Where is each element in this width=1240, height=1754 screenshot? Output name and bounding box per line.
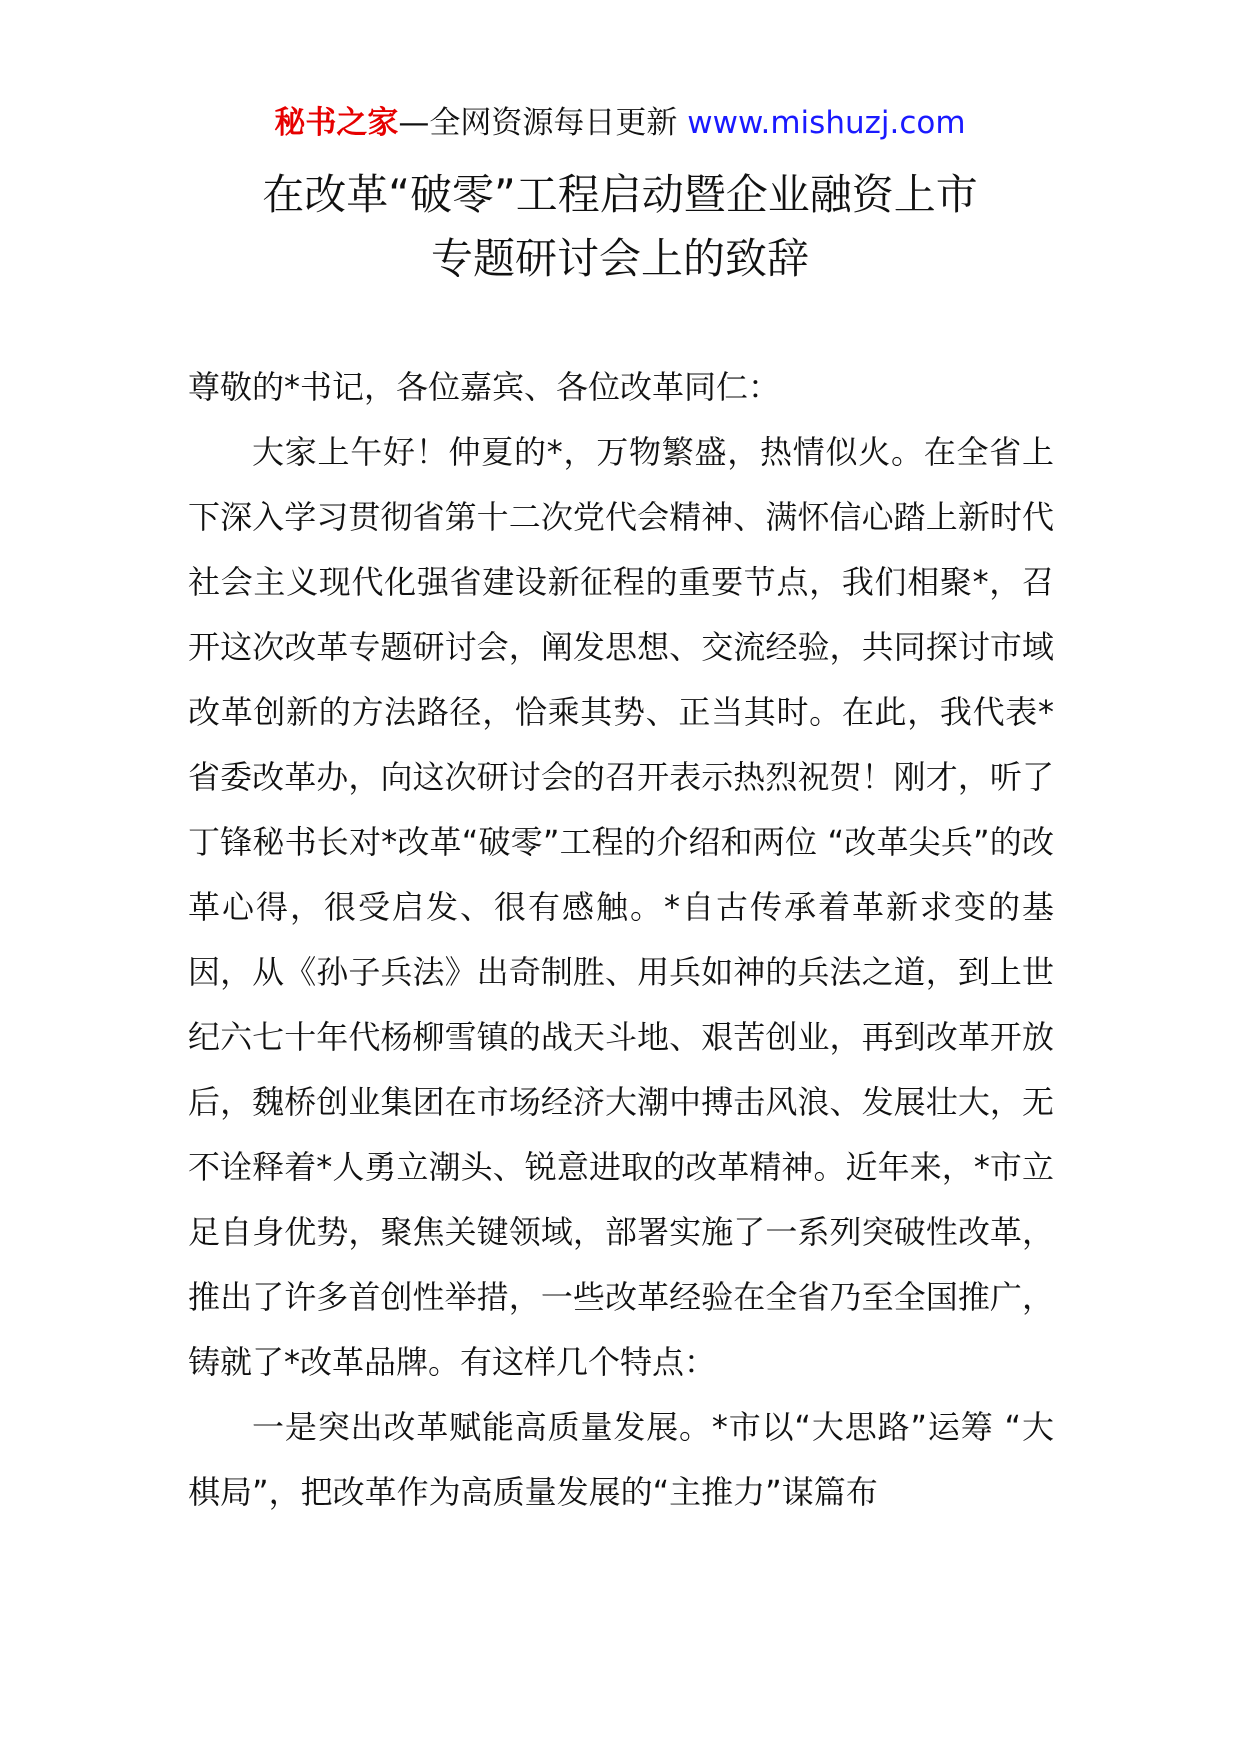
site-url-link[interactable]: www.mishuzj.com: [687, 105, 966, 141]
salutation: 尊敬的*书记，各位嘉宾、各位改革同仁：: [188, 368, 781, 406]
site-tagline: —全网资源每日更新: [398, 105, 678, 141]
title-line-2: 专题研讨会上的致辞: [430, 234, 809, 283]
document-body: [188, 355, 1054, 1525]
site-brand: 秘书之家: [274, 105, 399, 141]
paragraph-1: 大家上午好！仲夏的*，万物繁盛，热情似火。在全省上下深入学习贯彻省第十二次党代会精神、满怀信心踏上新时代社会主义现代化强省建设新征程的重要节点，我们相聚*，召开这次改革专题研讨会，阐发思想、交流经验，共同探讨市域改革创新的方法路径，恰乘其势、正当其时。在此，我代表*省委改革办，向这次研讨会的召开表示热烈祝贺！刚才，听了丁锋秘书长对*改革“破零”工程的介绍和两位 “改革尖兵”的改革心得，很受启发、很有感触。*自古传承着革新求变的基因，从《孙子兵法》出奇制胜、用兵如神的兵法之道，到上世纪六七十年代杨柳雪镇的战天斗地、艰苦创业，再到改革开放后，魏桥创业集团在市场经济大潮中搏击风浪、发展壮大，无不诠释着*人勇立潮头、锐意进取的改革精神。近年来，*市立足自身优势，聚焦关键领域，部署实施了一系列突破性改革，推出了许多首创性举措，一些改革经验在全省乃至全国推广，铸就了*改革品牌。有这样几个特点：: [188, 433, 1054, 1381]
document-title: [0, 163, 1240, 291]
title-line-1: 在改革“破零”工程启动暨企业融资上市: [262, 170, 978, 219]
site-header: [0, 103, 1240, 143]
paragraph-2: 一是突出改革赋能高质量发展。*市以“大思路”运筹 “大棋局”，把改革作为高质量发展的“主推力”谋篇布: [188, 1408, 1054, 1511]
